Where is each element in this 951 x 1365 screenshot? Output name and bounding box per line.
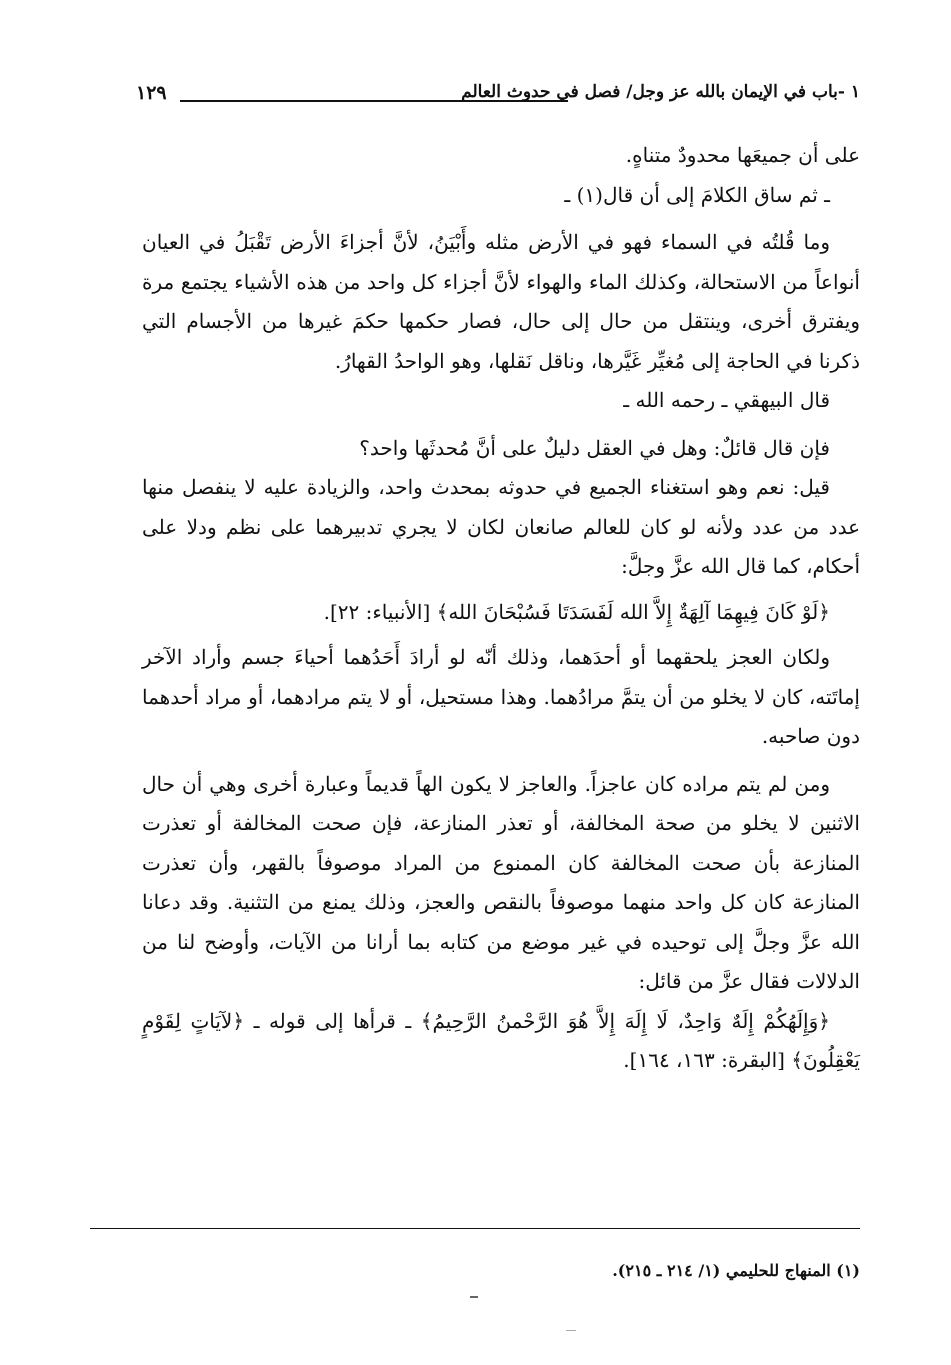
paragraph: وما قُلتُه في السماء فهو في الأرض مثله وأَبْيَنُ، لأنَّ أجزاءَ الأرض تَقْبَلُ في العيان أنواعاً من الاستحالة، وكذلك الماء والهواء لأنَّ أجزاء كل واحد من هذه الأشياء يجتمع مرة ويفترق أخرى، وينتقل من حال إلى حال، فصار حكمها حكمَ غيرها من الأجسام التي ذكرنا في الحاجة إلى مُغيِّر غَيَّرها، وناقل نَقلها، وهو الواحدُ القهارُ. xyxy=(142,230,860,373)
paragraph: فإن قال قائلٌ: وهل في العقل دليلٌ على أنَّ مُحدثَها واحد؟ xyxy=(359,435,830,460)
paragraph: قال البيهقي ـ رحمه الله ـ xyxy=(623,388,830,412)
running-title: ١ -باب في الإيمان بالله عز وجل/ فصل في حدوث العالم xyxy=(461,82,860,102)
page-header xyxy=(118,82,860,114)
paragraph: على أن جميعَها محدودٌ متناهٍ. xyxy=(625,143,860,167)
paragraph: ـ ثم ساق الكلامَ إلى أن قال(١) ـ xyxy=(564,182,830,207)
paragraph: ومن لم يتم مراده كان عاجزاً. والعاجز لا يكون الهاً قديماً وعبارة أخرى وهي أن حال الاثنين لا يخلو من صحة المخالفة، أو تعذر المنازعة، فإن صحت المخالفة أو تعذرت المنازعة بأن صحت المخالفة كان الممنوع من المراد موصوفاً بالقهر، وأن تعذرت المنازعة كان كل واحد منهما موصوفاً بالنقص والعجز، وذلك يمنع من التثنية. وقد دعانا الله عزَّ وجلَّ إلى توحيده في غير موضع من كتابه بما أرانا من الآيات، وأوضح لنا من الدلالات فقال عزَّ من قائل: xyxy=(142,771,860,993)
paragraph: ولكان العجز يلحقهما أو أحدَهما، وذلك أنّه لو أرادَ أَحَدُهما أحياءَ جسم وأراد الآخر إماتَته، كان لا يخلو من أن يتمَّ مرادُهما. وهذا مستحيل، أو لا يتم مرادهما، أو مراد أحدهما دون صاحبه. xyxy=(142,645,860,748)
footnote-rule xyxy=(90,1228,860,1229)
quran-verse: ﴿وَإِلَهُكُمْ إِلَهٌ وَاحِدٌ، لَا إِلَهَ إِلاَّ هُوَ الرَّحْمنُ الرَّحِيمُ﴾ ـ قرأها إلى قوله ـ ﴿لآيَاتٍ لِقَوْمٍ يَعْقِلُونَ﴾ [البقرة: ١٦٣، ١٦٤]. xyxy=(142,1008,860,1072)
footnote: (١) المنهاج للحليمي (١/ ٢١٤ ـ ٢١٥). xyxy=(612,1261,860,1280)
body-text xyxy=(142,136,860,1081)
scan-speck xyxy=(566,1330,576,1331)
paragraph: قيل: نعم وهو استغناء الجميع في حدوثه بمحدث واحد، والزيادة عليه لا ينفصل منها عدد من عدد ولأنه لو كان للعالم صانعان لكان لا يجري تدبيرهما على نظم ودلا على أحكام، كما قال الله عزَّ وجلَّ: xyxy=(142,475,860,578)
page-number: ١٢٩ xyxy=(136,82,167,104)
quran-verse: ﴿لَوْ كَانَ فِيهِمَا آلِهَةٌ إِلاَّ الله لَفَسَدَتَا فَسُبْحَانَ الله﴾ [الأنبياء: ٢٢]. xyxy=(323,599,830,624)
scan-speck xyxy=(470,1296,478,1298)
